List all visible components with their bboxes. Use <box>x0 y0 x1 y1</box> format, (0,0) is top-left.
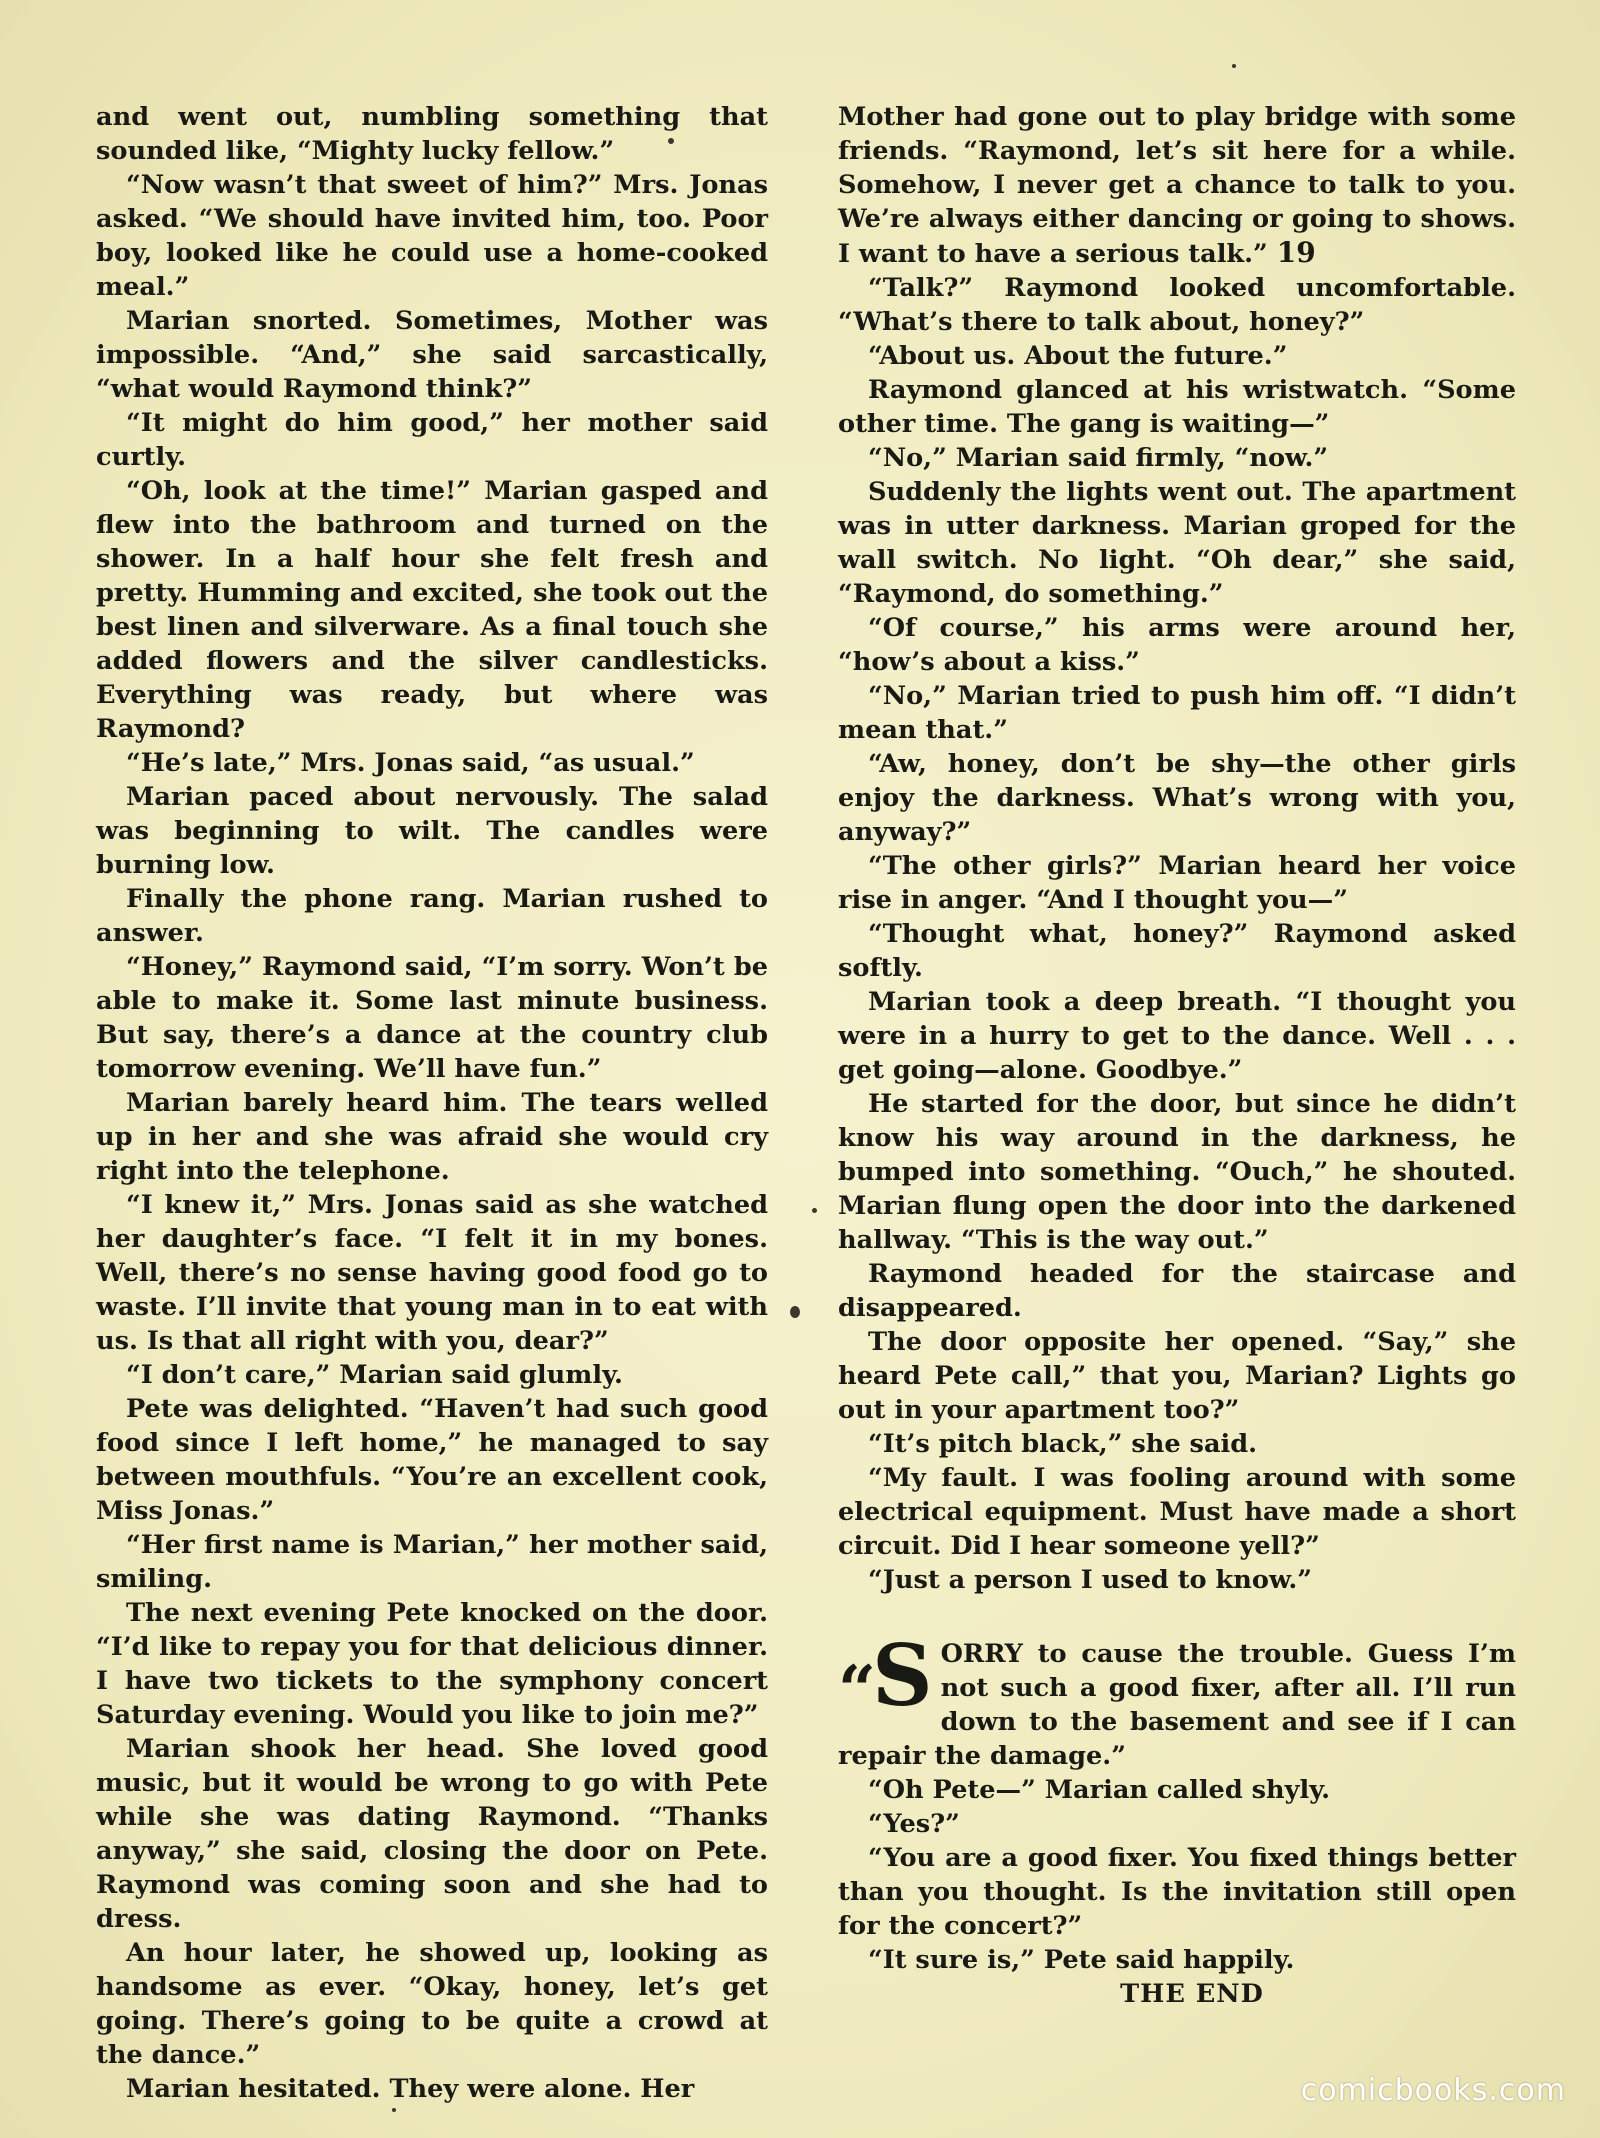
paragraph: Marian snorted. Sometimes, Mother was impossible. “And,” she said sarcastically, “what would Raymond think?” <box>96 306 768 404</box>
paragraph: “I don’t care,” Marian said glumly. <box>126 1360 623 1390</box>
paragraph: The next evening Pete knocked on the door. “I’d like to repay you for that delicious dinner. I have two tickets to the symphony concert Saturday evening. Would you like to join me?” <box>96 1598 768 1730</box>
the-end: THE END <box>1120 1979 1264 2009</box>
paragraph: and went out, numbling something that sounded like, “Mighty lucky fellow.” <box>96 102 768 166</box>
dropcap-text: ORRY to cause the trouble. Guess I’m not such a good fixer, after all. I’ll run down to the basement and see if I can repair the damage.” <box>838 1639 1516 1771</box>
paragraph <box>838 100 1516 271</box>
paragraph: Raymond glanced at his wristwatch. “Some other time. The gang is waiting—” <box>838 375 1516 439</box>
paragraph: “You are a good fixer. You fixed things better than you thought. Is the invitation still open for the concert?” <box>838 1843 1516 1941</box>
paragraph: “Yes?” <box>868 1809 960 1839</box>
paragraph: “Talk?” Raymond looked uncomfortable. “What’s there to talk about, honey?” <box>838 273 1516 337</box>
print-speck <box>668 138 674 144</box>
paragraph: “Now wasn’t that sweet of him?” Mrs. Jonas asked. “We should have invited him, too. Poor boy, looked like he could use a home-cooked meal.” <box>96 170 768 302</box>
paragraph: Marian barely heard him. The tears welled up in her and she was afraid she would cry right into the telephone. <box>96 1088 768 1186</box>
paragraph: “It might do him good,” her mother said curtly. <box>96 408 768 472</box>
paragraph: The door opposite her opened. “Say,” she heard Pete call,” that you, Marian? Lights go out in your apartment too?” <box>838 1327 1516 1425</box>
paragraph: An hour later, he showed up, looking as handsome as ever. “Okay, honey, let’s get going. There’s going to be quite a crowd at the dance.” <box>96 1938 768 2070</box>
right-column <box>838 100 1516 2011</box>
paragraph: Raymond headed for the staircase and disappeared. <box>838 1259 1516 1323</box>
print-speck <box>1232 64 1236 68</box>
paragraph: “Oh, look at the time!” Marian gasped and flew into the bathroom and turned on the shower. In a half hour she felt fresh and pretty. Humming and excited, she took out the best linen and silverware. As a final touch she added flowers and the silver candlesticks. Everything was ready, but where was Raymond? <box>96 476 768 744</box>
paragraph: Marian paced about nervously. The salad was beginning to wilt. The candles were burning low. <box>96 782 768 880</box>
paragraph: Suddenly the lights went out. The apartment was in utter darkness. Marian groped for the wall switch. No light. “Oh dear,” she said, “Raymond, do something.” <box>838 477 1516 609</box>
paragraph: “My fault. I was fooling around with some electrical equipment. Must have made a short circuit. Did I hear someone yell?” <box>838 1463 1516 1561</box>
paragraph: “Aw, honey, don’t be shy—the other girls enjoy the darkness. What’s wrong with you, anyway?” <box>838 749 1516 847</box>
paragraph: Pete was delighted. “Haven’t had such good food since I left home,” he managed to say between mouthfuls. “You’re an excellent cook, Miss Jonas.” <box>96 1394 768 1526</box>
paragraph: “Her first name is Marian,” her mother said, smiling. <box>96 1530 768 1594</box>
paragraph: Finally the phone rang. Marian rushed to answer. <box>96 884 768 948</box>
left-column <box>96 100 768 2106</box>
paragraph: Marian shook her head. She loved good music, but it would be wrong to go with Pete while she was dating Raymond. “Thanks anyway,” she said, closing the door on Pete. Raymond was coming soon and she had to dress. <box>96 1734 768 1934</box>
paragraph: “He’s late,” Mrs. Jonas said, “as usual.” <box>126 748 695 778</box>
watermark: comicbooks.com <box>1300 2073 1566 2108</box>
paragraph: “About us. About the future.” <box>868 341 1288 371</box>
paragraph: He started for the door, but since he didn’t know his way around in the darkness, he bumped into something. “Ouch,” he shouted. Marian flung open the door into the darkened hallway. “This is the way out.” <box>838 1089 1516 1255</box>
paragraph: Marian hesitated. They were alone. Her <box>126 2074 695 2104</box>
paragraph: “Just a person I used to know.” <box>868 1565 1313 1595</box>
dropcap-letter: S <box>871 1626 933 1725</box>
paragraph: “Of course,” his arms were around her, “how’s about a kiss.” <box>838 613 1516 677</box>
paragraph: “It sure is,” Pete said happily. <box>868 1945 1295 1975</box>
paragraph: “It’s pitch black,” she said. <box>868 1429 1258 1459</box>
dropcap-quote: “ <box>838 1651 872 1729</box>
paragraph: “The other girls?” Marian heard her voice rise in anger. “And I thought you—” <box>838 851 1516 915</box>
dropcap <box>838 1626 933 1729</box>
paragraph: “I knew it,” Mrs. Jonas said as she watched her daughter’s face. “I felt it in my bones. Well, there’s no sense having good food go to waste. I’ll invite that young man in to eat with us. Is that all right with you, dear?” <box>96 1190 768 1356</box>
paragraph-text: Mother had gone out to play bridge with some friends. “Raymond, let’s sit here for a while. Somehow, I never get a chance to talk to you. We’re always either dancing or going to shows. I want to have a serious talk.” <box>838 102 1516 269</box>
page-number: 19 <box>1276 236 1316 269</box>
paragraph: “No,” Marian tried to push him off. “I didn’t mean that.” <box>838 681 1516 745</box>
paragraph: “Honey,” Raymond said, “I’m sorry. Won’t be able to make it. Some last minute business. But say, there’s a dance at the country club tomorrow evening. We’ll have fun.” <box>96 952 768 1084</box>
print-speck <box>392 2108 396 2112</box>
print-speck <box>790 1306 800 1318</box>
print-speck <box>812 1208 817 1213</box>
paragraph: “Oh Pete—” Marian called shyly. <box>868 1775 1331 1805</box>
paragraph: Marian took a deep breath. “I thought you were in a hurry to get to the dance. Well . . . get going—alone. Goodbye.” <box>838 987 1516 1085</box>
dropcap-paragraph <box>838 1626 1516 1773</box>
paragraph: “Thought what, honey?” Raymond asked softly. <box>838 919 1516 983</box>
paragraph: “No,” Marian said firmly, “now.” <box>868 443 1329 473</box>
